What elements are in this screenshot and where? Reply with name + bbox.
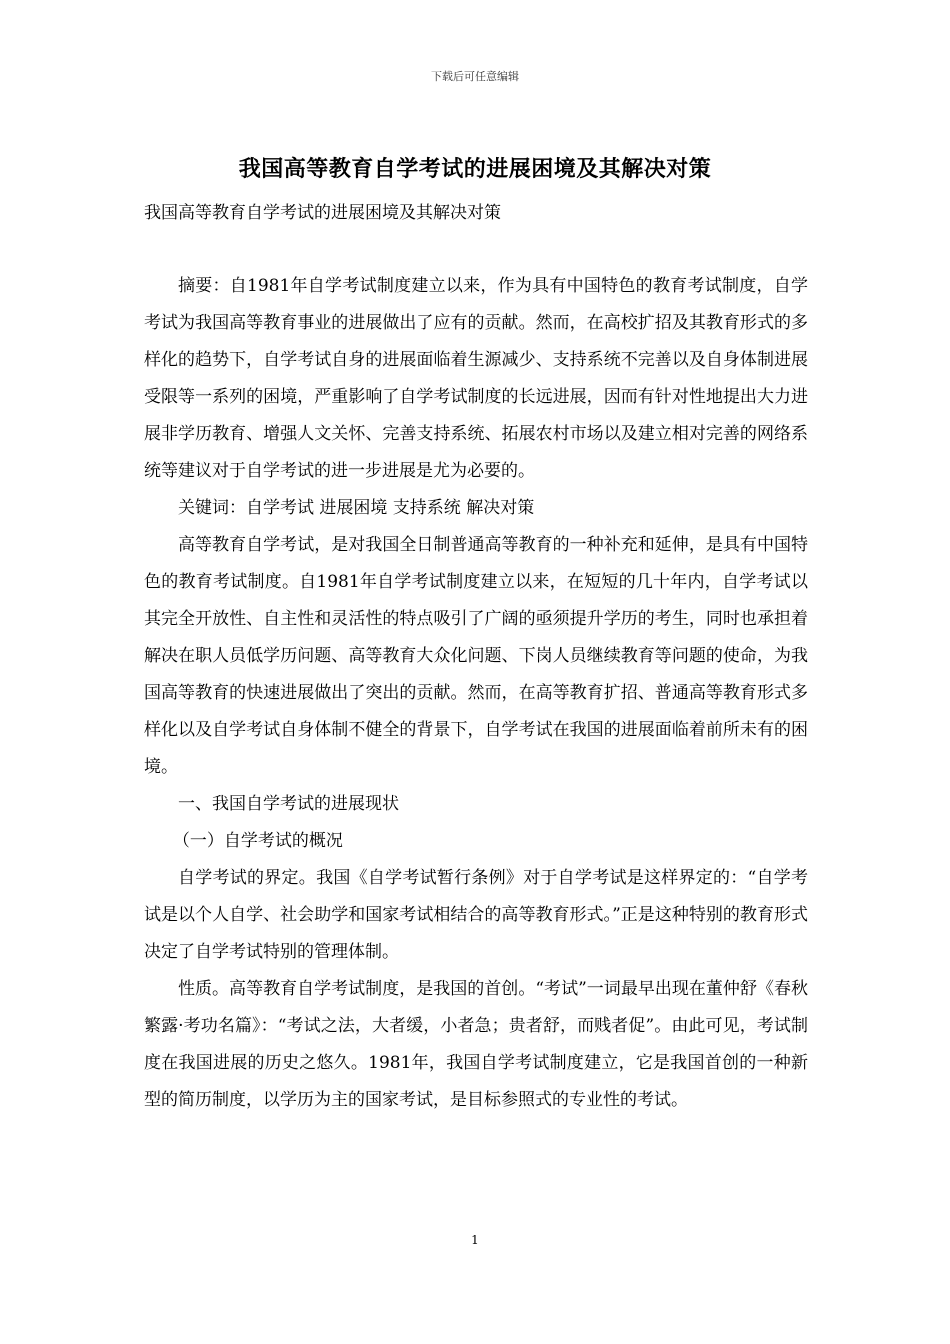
page-number: 1 [471, 1233, 479, 1247]
intro-paragraph: 高等教育自学考试，是对我国全日制普通高等教育的一种补充和延伸，是具有中国特色的教育考试制度。自1981年自学考试制度建立以来，在短短的几十年内，自学考试以其完全开放性、自主性和灵活性的特点吸引了广阔的亟须提升学历的考生，同时也承担着解决在职人员低学历问题、高等教育大众化问题、下岗人员继续教育等问题的使命，为我国高等教育的快速进展做出了突出的贡献。然而，在高等教育扩招、普通高等教育形式多样化以及自学考试自身体制不健全的背景下，自学考试在我国的进展面临着前所未有的困境。 [144, 535, 808, 777]
document-title: 我国高等教育自学考试的进展困境及其解决对策 [238, 156, 712, 182]
subsection-heading: （一）自学考试的概况 [172, 831, 343, 851]
abstract-paragraph: 摘要：自1981年自学考试制度建立以来，作为具有中国特色的教育考试制度，自学考试为我国高等教育事业的进展做出了应有的贡献。然而，在高校扩招及其教育形式的多样化的趋势下，自学考试自身的进展面临着生源减少、支持系统不完善以及自身体制进展受限等一系列的困境，严重影响了自学考试制度的长远进展，因而有针对性地提出大力进展非学历教育、增强人文关怀、完善支持系统、拓展农村市场以及建立相对完善的网络系统等建议对于自学考试的进一步进展是尤为必要的。 [144, 276, 808, 481]
document-subtitle: 我国高等教育自学考试的进展困境及其解决对策 [144, 203, 501, 223]
document-body [144, 268, 808, 1119]
nature-paragraph: 性质。高等教育自学考试制度，是我国的首创。“考试”一词最早出现在董仲舒《春秋繁露·考功名篇》：“考试之法，大者缓，小者急；贵者舒，而贱者促”。由此可见，考试制度在我国进展的历史之悠久。1981年，我国自学考试制度建立，它是我国首创的一种新型的简历制度，以学历为主的国家考试，是目标参照式的专业性的考试。 [144, 979, 808, 1110]
header-note: 下载后可任意编辑 [431, 70, 519, 83]
section-heading: 一、我国自学考试的进展现状 [178, 794, 399, 814]
definition-paragraph: 自学考试的界定。我国《自学考试暂行条例》对于自学考试是这样界定的：“自学考试是以个人自学、社会助学和国家考试相结合的高等教育形式。”正是这种特别的教育形式决定了自学考试特别的管理体制。 [144, 868, 808, 962]
keywords-paragraph: 关键词：自学考试 进展困境 支持系统 解决对策 [178, 498, 535, 518]
